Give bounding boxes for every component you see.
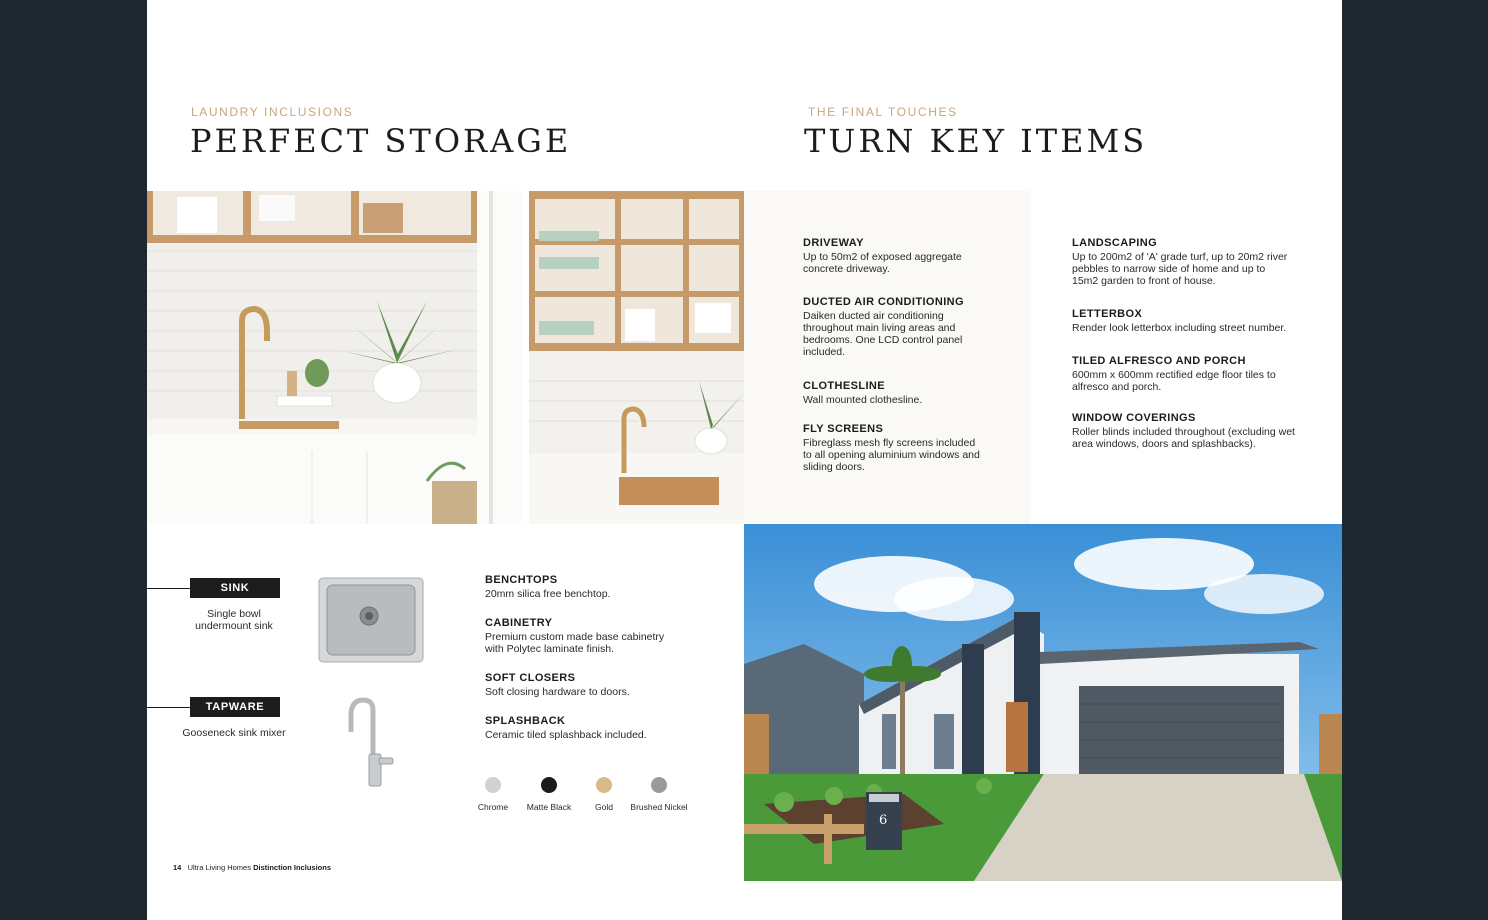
laundry-title: PERFECT STORAGE: [190, 122, 572, 160]
feature-splashback: [485, 715, 715, 741]
feature-text: Daiken ducted air conditioning throughout main living areas and bedrooms. One LCD control panel included.: [803, 310, 963, 358]
laundry-eyebrow: LAUNDRY INCLUSIONS: [191, 105, 354, 119]
feature-text: Soft closing hardware to doors.: [485, 686, 630, 698]
sink-image: [317, 576, 425, 664]
feature-ducted-air: [803, 296, 1033, 358]
feature-title: LETTERBOX: [1072, 308, 1143, 320]
brochure-page: [147, 0, 1342, 920]
page-number: 14: [173, 863, 182, 872]
feature-title: FLY SCREENS: [803, 423, 884, 435]
sink-tag: SINK: [190, 578, 280, 598]
feature-text: Premium custom made base cabinetry with Polytec laminate finish.: [485, 631, 665, 655]
feature-title: CABINETRY: [485, 617, 553, 629]
sink-description: Single bowl undermount sink: [195, 608, 273, 632]
feature-soft-closers: [485, 672, 715, 698]
sink-connector: [147, 588, 190, 589]
feature-title: LANDSCAPING: [1072, 237, 1158, 249]
house-number: 6: [879, 813, 888, 828]
feature-title: CLOTHESLINE: [803, 380, 886, 392]
laundry-photo-wide: [147, 191, 522, 524]
feature-title: SOFT CLOSERS: [485, 672, 576, 684]
swatch-label: Gold: [595, 802, 613, 812]
laundry-photo-narrow: [529, 191, 744, 524]
feature-text: 20mm silica free benchtop.: [485, 588, 611, 600]
chrome-swatch: [485, 777, 501, 793]
feature-title: WINDOW COVERINGS: [1072, 412, 1196, 424]
feature-window-coverings: [1072, 412, 1302, 450]
tapware-connector: [147, 707, 190, 708]
feature-title: TILED ALFRESCO AND PORCH: [1072, 355, 1246, 367]
feature-text: Roller blinds included throughout (excluding wet area windows, doors and splashbacks).: [1072, 426, 1295, 450]
matte-black-swatch: [541, 777, 557, 793]
feature-cabinetry: [485, 617, 715, 655]
feature-title: SPLASHBACK: [485, 715, 566, 727]
page-footer: [173, 863, 331, 872]
feature-title: DRIVEWAY: [803, 237, 864, 249]
feature-text: Render look letterbox including street number.: [1072, 322, 1287, 334]
feature-driveway: [803, 237, 1033, 275]
tap-image: [345, 696, 397, 788]
tapware-tag: TAPWARE: [190, 697, 280, 717]
turn-key-title: TURN KEY ITEMS: [804, 122, 1148, 160]
gold-swatch: [596, 777, 612, 793]
feature-text: 600mm x 600mm rectified edge floor tiles to alfresco and porch.: [1072, 369, 1276, 393]
swatch-label: Chrome: [477, 802, 509, 812]
feature-alfresco: [1072, 355, 1302, 393]
feature-text: Wall mounted clothesline.: [803, 394, 923, 406]
final-touches-eyebrow: THE FINAL TOUCHES: [808, 105, 958, 119]
footer-section: Distinction Inclusions: [253, 863, 331, 872]
feature-title: DUCTED AIR CONDITIONING: [803, 296, 964, 308]
feature-title: BENCHTOPS: [485, 574, 558, 586]
feature-clothesline: [803, 380, 1033, 406]
footer-brand: Ultra Living Homes: [187, 863, 251, 872]
feature-text: Up to 200m2 of 'A' grade turf, up to 20m2 river pebbles to narrow side of home and up to 15m2 garden to front of house.: [1072, 251, 1288, 287]
brushed-nickel-swatch: [651, 777, 667, 793]
feature-letterbox: [1072, 308, 1302, 334]
feature-fly-screens: [803, 423, 1033, 473]
swatch-label: Brushed Nickel: [630, 802, 688, 812]
feature-text: Ceramic tiled splashback included.: [485, 729, 647, 741]
feature-text: Fibreglass mesh fly screens included to all opening aluminium windows and sliding doors.: [803, 437, 980, 473]
tapware-description: Gooseneck sink mixer: [182, 727, 286, 739]
feature-benchtops: [485, 574, 715, 600]
house-photo: [744, 524, 1342, 881]
swatch-label: Matte Black: [526, 802, 572, 812]
feature-landscaping: [1072, 237, 1302, 287]
feature-text: Up to 50m2 of exposed aggregate concrete driveway.: [803, 251, 962, 275]
